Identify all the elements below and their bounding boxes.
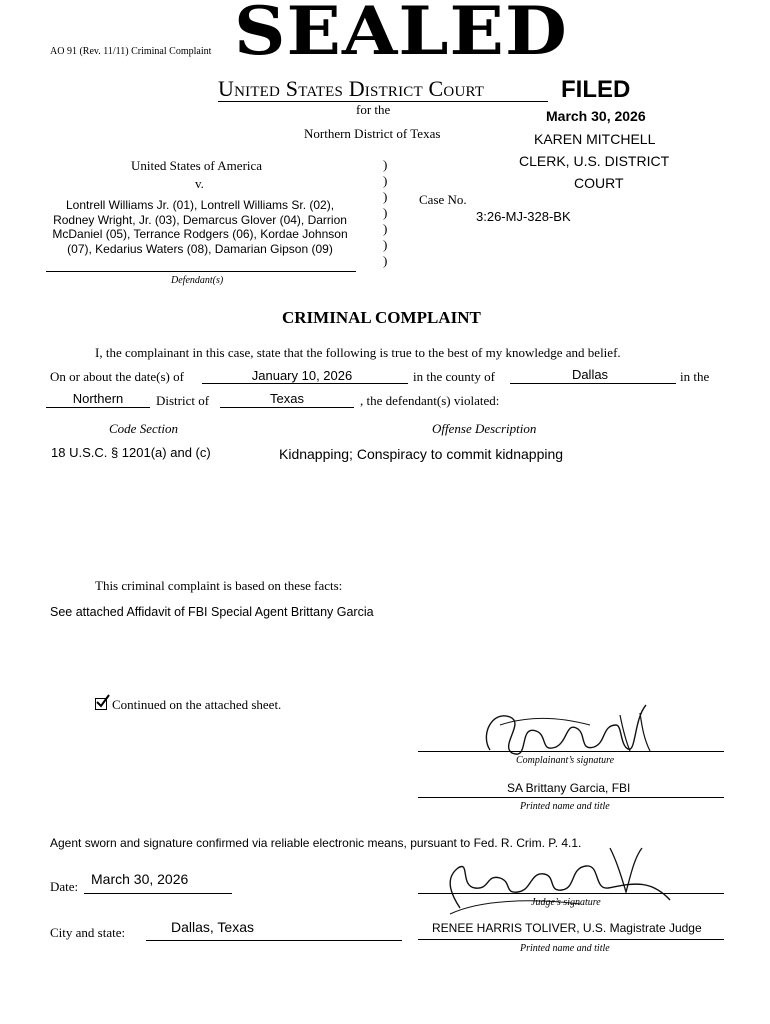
state-value: Texas — [270, 391, 304, 406]
facts-text: See attached Affidavit of FBI Special Agent Brittany Garcia — [50, 605, 374, 619]
complaint-heading: CRIMINAL COMPLAINT — [282, 308, 481, 327]
county-value: Dallas — [571, 367, 609, 382]
versus: v. — [195, 176, 204, 191]
defendants-line: McDaniel (05), Terrance Rodgers (06), Kordae Johnson — [52, 227, 348, 241]
form-id: AO 91 (Rev. 11/11) Criminal Complaint — [50, 46, 212, 57]
defendants-rule — [46, 271, 356, 272]
court-title: United States District Court — [218, 76, 485, 101]
code-section-header: Code Section — [109, 421, 178, 436]
offense-description: Kidnapping; Conspiracy to commit kidnapping — [279, 446, 564, 462]
district-blank — [46, 407, 150, 408]
city-state-label: City and state: — [50, 925, 126, 940]
judge-signature-line — [418, 893, 724, 894]
complainant-name-line — [418, 797, 724, 798]
filed-stamp-clerk-title-2: COURT — [574, 175, 624, 191]
judge-signature-label: Judge’s signature — [531, 897, 601, 908]
court-for-the: for the — [356, 102, 391, 117]
filed-stamp-clerk-name: KAREN MITCHELL — [534, 131, 656, 147]
filed-stamp-date: March 30, 2026 — [546, 108, 646, 124]
complainant-printed-label: Printed name and title — [520, 801, 610, 812]
filed-stamp-label: FILED — [561, 76, 631, 103]
judge-name-line — [418, 939, 724, 940]
caption-parens: ) ) ) ) ) ) ) — [383, 157, 388, 268]
county-blank — [510, 383, 676, 384]
date-line-prefix: On or about the date(s) of — [50, 369, 184, 384]
date-label: Date: — [50, 879, 79, 894]
district-label: District of — [156, 393, 210, 408]
complainant-statement: I, the complainant in this case, state that the following is true to the best of my knowledge and belief. — [95, 345, 621, 360]
continued-checkbox[interactable] — [95, 698, 107, 710]
defendants-label: Defendant(s) — [171, 275, 224, 286]
date-value: March 30, 2026 — [91, 871, 189, 887]
complainant-printed-name: SA Brittany Garcia, FBI — [507, 781, 631, 795]
county-label: in the county of — [413, 369, 495, 384]
defendants-line: (07), Kedarius Waters (08), Damarian Gipson (09) — [67, 241, 333, 256]
case-number: 3:26-MJ-328-BK — [476, 209, 571, 224]
sworn-statement: Agent sworn and signature confirmed via reliable electronic means, pursuant to Fed. R. Crim. P. 4.1. — [50, 836, 582, 850]
city-state-line — [146, 940, 402, 941]
defendants-list — [40, 198, 360, 256]
defendants-line: Lontrell Williams Jr. (01), Lontrell Williams Sr. (02), — [65, 198, 335, 212]
district-line-suffix: , the defendant(s) violated: — [360, 393, 500, 408]
city-state-value: Dallas, Texas — [171, 919, 255, 935]
district-value: Northern — [72, 391, 124, 406]
case-no-label: Case No. — [419, 192, 467, 207]
complainant-signature-line — [418, 751, 724, 752]
state-blank — [220, 407, 354, 408]
code-section: 18 U.S.C. § 1201(a) and (c) — [51, 445, 211, 460]
offense-date: January 10, 2026 — [251, 368, 353, 383]
complainant-signature-label: Complainant’s signature — [516, 755, 615, 766]
plaintiff: United States of America — [131, 158, 263, 173]
date-field-line — [84, 893, 232, 894]
sealed-stamp: SEALED — [234, 0, 568, 70]
date-line-suffix: in the — [680, 369, 710, 384]
judge-printed-label: Printed name and title — [520, 943, 610, 954]
defendants-line: Rodney Wright, Jr. (03), Demarcus Glover (04), Darrion — [53, 212, 347, 227]
continued-label: Continued on the attached sheet. — [112, 697, 282, 712]
court-district: Northern District of Texas — [304, 126, 441, 141]
filed-stamp-clerk-title-1: CLERK, U.S. DISTRICT — [519, 153, 670, 169]
date-blank — [202, 383, 408, 384]
judge-printed-name: RENEE HARRIS TOLIVER, U.S. Magistrate Judge — [432, 921, 702, 935]
checkmark-icon — [96, 694, 110, 708]
facts-intro: This criminal complaint is based on these facts: — [95, 578, 343, 593]
offense-description-header: Offense Description — [432, 421, 537, 436]
